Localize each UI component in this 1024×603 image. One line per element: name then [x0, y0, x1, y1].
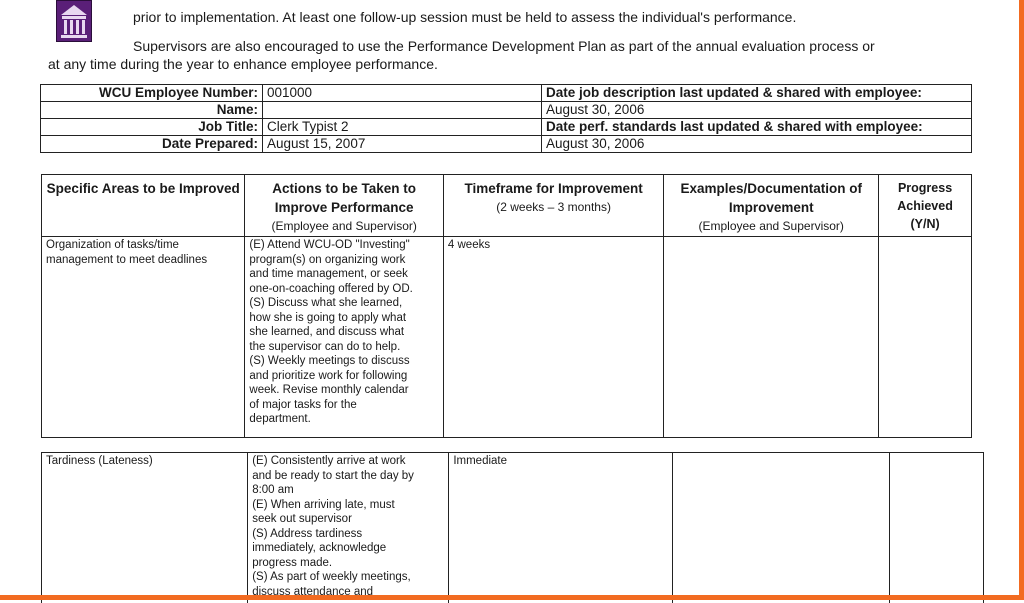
- name-value: [263, 102, 542, 119]
- intro-line-3: at any time during the year to enhance employee performance.: [48, 55, 438, 73]
- examples-cell: [664, 237, 879, 438]
- area-text: Organization of tasks/time management to meet deadlines: [46, 237, 240, 267]
- date-prepared-label: Date Prepared:: [41, 136, 263, 153]
- actions-text: (E) Attend WCU-OD "Investing" program(s) on organizing work and time management, or seek one-on-coaching offered by OD. (S) Discuss what she learned, how she is going to apply what she learned, and discuss what the supervisor can do to help. (S) Weekly meetings to discuss and prioritize work for following week. Revise monthly calendar of major tasks for the department.: [249, 237, 439, 427]
- employee-info-table: [40, 84, 972, 153]
- header-subtitle: (Employee and Supervisor): [668, 217, 874, 235]
- header-title: Timeframe for Improvement: [448, 179, 659, 198]
- header-title: Actions to be Taken to Improve Performance: [249, 179, 439, 217]
- table-row: [42, 237, 972, 438]
- development-plan-table-continued: [41, 452, 984, 603]
- header-examples: [664, 175, 879, 237]
- examples-text: [668, 237, 874, 238]
- perf-updated-value: August 30, 2006: [542, 136, 972, 153]
- job-title-value: Clerk Typist 2: [263, 119, 542, 136]
- timeframe-text: 4 weeks: [448, 237, 659, 253]
- perf-updated-label: Date perf. standards last updated & shared with employee:: [542, 119, 972, 136]
- header-title: Examples/Documentation of Improvement: [668, 179, 874, 217]
- university-seal-logo: [56, 0, 92, 42]
- employee-number-label: WCU Employee Number:: [41, 85, 263, 102]
- job-title-label: Job Title:: [41, 119, 263, 136]
- area-cell: [42, 453, 248, 603]
- header-timeframe: [443, 175, 663, 237]
- header-subtitle: (2 weeks – 3 months): [448, 198, 659, 216]
- intro-line-2: Supervisors are also encouraged to use the Performance Development Plan as part of the annual evaluation process or: [133, 37, 875, 55]
- plan-header-row: [42, 175, 972, 237]
- header-progress: [879, 175, 972, 237]
- examples-text: [677, 453, 885, 454]
- header-subtitle: (Employee and Supervisor): [249, 217, 439, 235]
- header-title: Progress Achieved (Y/N): [883, 179, 967, 233]
- header-actions: [245, 175, 444, 237]
- examples-cell: [672, 453, 889, 603]
- timeframe-cell: [443, 237, 663, 438]
- header-specific-areas: [42, 175, 245, 237]
- actions-cell: [248, 453, 449, 603]
- header-title: Specific Areas to be Improved: [46, 179, 240, 198]
- name-label: Name:: [41, 102, 263, 119]
- table-row: [42, 453, 984, 603]
- employee-number-value: 001000: [263, 85, 542, 102]
- jd-updated-value: August 30, 2006: [542, 102, 972, 119]
- intro-line-1: prior to implementation. At least one follow-up session must be held to assess the individual's performance.: [133, 8, 796, 26]
- date-prepared-value: August 15, 2007: [263, 136, 542, 153]
- progress-text: [883, 237, 967, 238]
- area-text: Tardiness (Lateness): [46, 453, 243, 469]
- progress-cell: [889, 453, 983, 603]
- progress-text: [894, 453, 979, 454]
- actions-cell: [245, 237, 444, 438]
- timeframe-cell: [449, 453, 672, 603]
- jd-updated-label: Date job description last updated & shared with employee:: [542, 85, 972, 102]
- progress-cell: [879, 237, 972, 438]
- area-cell: [42, 237, 245, 438]
- timeframe-text: Immediate: [453, 453, 667, 469]
- actions-text: (E) Consistently arrive at work and be ready to start the day by 8:00 am (E) When arriving late, must seek out supervisor (S) Address tardiness immediately, acknowledge progress made. (S) As part of weekly meetings, discuss attendance and: [252, 453, 444, 599]
- development-plan-table: [41, 174, 972, 438]
